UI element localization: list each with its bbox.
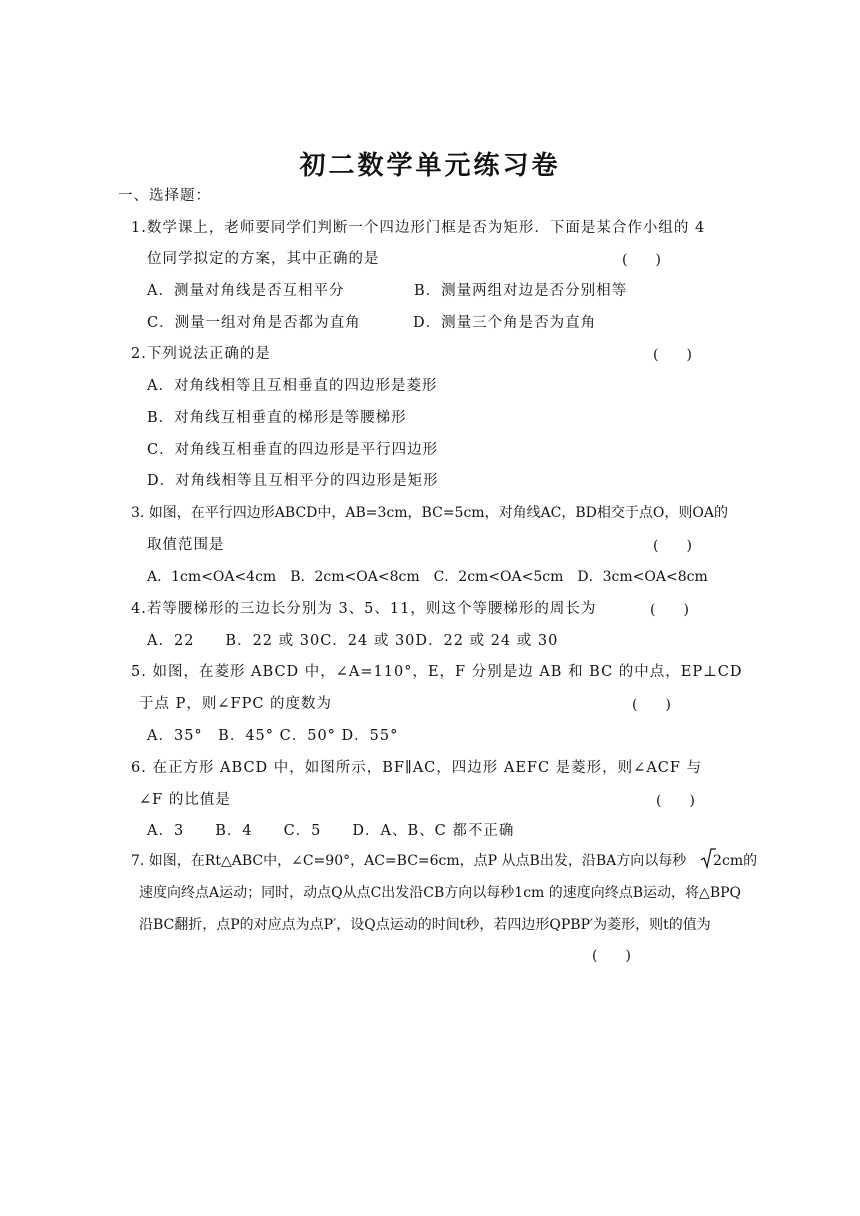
q3-answer-paren: ( ) [653, 538, 692, 554]
q1-option-c: C．测量一组对角是否都为直角 [147, 315, 361, 331]
q3-line1: 3. 如图，在平行四边形ABCD中，AB=3cm，BC=5cm，对角线AC，BD相交于点O，则OA的 [131, 505, 728, 521]
page-title: 初二数学单元练习卷 [299, 151, 561, 181]
q3-options: A．1cm<OA<4cm B．2cm<OA<8cm C．2cm<OA<5cm D．3cm<OA<8cm [147, 569, 708, 585]
q7-line3: 沿BC翻折，点P的对应点为点P′，设Q点运动的时间t秒，若四边形QPBP′为菱形，则t的值为 [139, 917, 711, 933]
q7-line1-start: 7. 如图，在Rt△ABC中，∠C=90°，AC=BC=6cm，点P 从点B出发，沿BA方向以每秒 [131, 853, 687, 869]
q2-option-d: D．对角线相等且互相平分的四边形是矩形 [147, 473, 439, 489]
q5-options: A．35° B．45° C．50° D．55° [147, 728, 399, 744]
q5-answer-paren: ( ) [632, 697, 671, 713]
q6-answer-paren: ( ) [656, 793, 695, 809]
q7-line1-end: cm的 [722, 853, 758, 869]
section-heading: 一、选择题： [118, 188, 211, 204]
q2-option-a: A．对角线相等且互相垂直的四边形是菱形 [147, 378, 438, 394]
q4-options: A．22 B．22 或 30C．24 或 30D．22 或 24 或 30 [147, 633, 559, 649]
q2-line1: 2.下列说法正确的是 [131, 346, 271, 362]
sqrt-radicand: 2 [713, 853, 722, 869]
q6-line1: 6. 在正方形 ABCD 中，如图所示，BF∥AC，四边形 AEFC 是菱形，则∠ACF 与 [131, 760, 703, 776]
q1-answer-paren: ( ) [622, 252, 661, 268]
q5-line2: 于点 P，则∠FPC 的度数为 [139, 696, 333, 712]
q2-answer-paren: ( ) [653, 347, 692, 363]
q1-option-b: B．测量两组对边是否分别相等 [414, 283, 628, 299]
q4-answer-paren: ( ) [650, 602, 689, 618]
q1-line1: 1.数学课上，老师要同学们判断一个四边形门框是否为矩形．下面是某合作小组的 4 [131, 220, 706, 236]
q2-option-b: B．对角线互相垂直的梯形是等腰梯形 [147, 410, 407, 426]
q4-line1: 4.若等腰梯形的三边长分别为 3、5、11，则这个等腰梯形的周长为 [131, 601, 597, 617]
q1-option-d: D．测量三个角是否为直角 [413, 315, 597, 331]
q6-options: A．3 B．4 C．5 D．A、B、C 都不正确 [147, 823, 515, 839]
q2-option-c: C．对角线互相垂直的四边形是平行四边形 [147, 442, 439, 458]
q1-option-a: A．测量对角线是否互相平分 [147, 283, 345, 299]
q7-line2: 速度向终点A运动；同时，动点Q从点C出发沿CB方向以每秒1cm 的速度向终点B运动，将△BPQ [139, 885, 742, 901]
q6-line2: ∠F 的比值是 [139, 792, 231, 808]
q7-answer-paren: ( ) [592, 948, 631, 964]
q3-line2: 取值范围是 [147, 537, 225, 553]
q1-line2: 位同学拟定的方案，其中正确的是 [147, 251, 380, 267]
q5-line1: 5. 如图，在菱形 ABCD 中，∠A=110°，E，F 分别是边 AB 和 BC 的中点，EP⊥CD [131, 664, 743, 680]
